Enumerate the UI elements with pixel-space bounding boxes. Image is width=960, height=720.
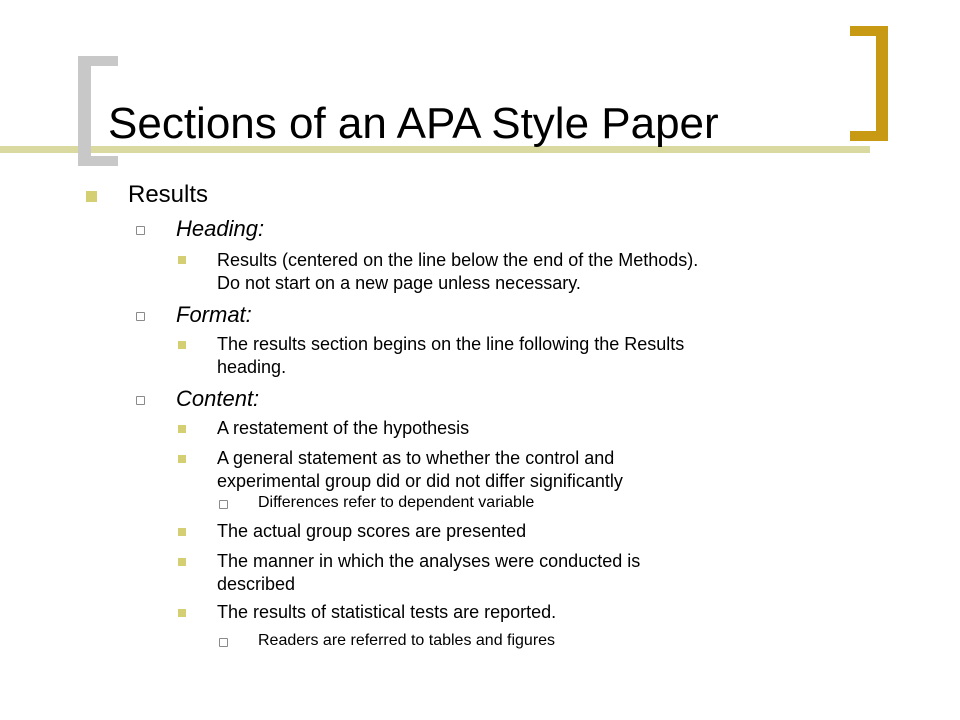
content-item-2-line-1: A general statement as to whether the control and [217, 448, 615, 468]
left-bracket-vertical [78, 56, 91, 166]
content-item-5: The results of statistical tests are reported. [217, 602, 557, 622]
square-bullet-icon [178, 558, 186, 566]
content-item-2-sub: Differences refer to dependent variable [258, 494, 535, 511]
content-item-3: The actual group scores are presented [217, 521, 527, 541]
square-bullet-icon [178, 425, 186, 433]
left-bracket-top [78, 56, 118, 66]
square-bullet-icon [178, 455, 186, 463]
hollow-square-bullet-icon [136, 396, 145, 405]
hollow-square-bullet-icon [136, 226, 145, 235]
format-label: Format: [176, 302, 252, 327]
content-item-1: A restatement of the hypothesis [217, 418, 470, 438]
heading-item-line-2: Do not start on a new page unless necessary. [217, 273, 581, 293]
left-bracket-bottom [78, 156, 118, 166]
right-bracket-bottom [850, 131, 888, 141]
section-label: Results [128, 181, 209, 208]
hollow-square-bullet-icon [219, 638, 228, 647]
hollow-square-bullet-icon [219, 500, 228, 509]
right-bracket-vertical [876, 26, 888, 141]
content-item-4-line-2: described [217, 574, 296, 594]
content-label: Content: [176, 386, 260, 411]
heading-item-line-1: Results (centered on the line below the end of the Methods). [217, 250, 699, 270]
hollow-square-bullet-icon [136, 312, 145, 321]
slide-title: Sections of an APA Style Paper [108, 99, 719, 148]
square-bullet-icon [178, 341, 186, 349]
format-item-line-1: The results section begins on the line following the Results [217, 334, 685, 354]
content-item-5-sub: Readers are referred to tables and figures [258, 632, 556, 649]
square-bullet-icon [178, 609, 186, 617]
square-bullet-icon [178, 256, 186, 264]
heading-label: Heading: [176, 216, 265, 241]
format-item-line-2: heading. [217, 357, 287, 377]
content-item-2-line-2: experimental group did or did not differ significantly [217, 471, 623, 491]
square-bullet-icon [86, 191, 97, 202]
square-bullet-icon [178, 528, 186, 536]
content-item-4-line-1: The manner in which the analyses were conducted is [217, 551, 641, 571]
right-bracket-top [850, 26, 888, 36]
